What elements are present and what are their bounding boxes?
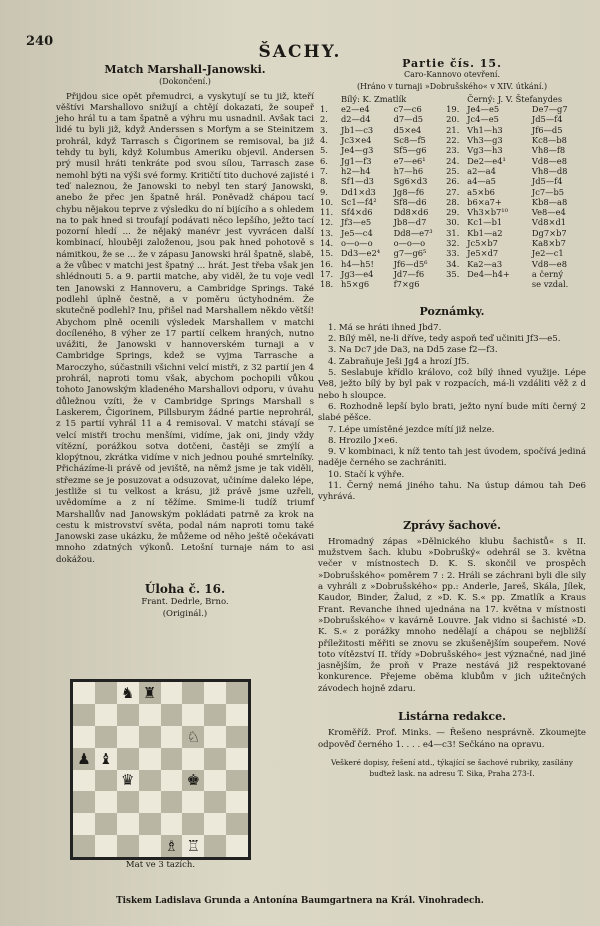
board-square	[226, 791, 248, 813]
board-square	[139, 770, 161, 792]
move-cell: Sg6×d3	[393, 176, 428, 187]
move-cell: h7—h6	[393, 165, 424, 176]
move-cell: Vh1—h3	[467, 124, 503, 135]
board-square	[95, 726, 117, 748]
page-number: 240	[26, 34, 54, 49]
printer-footer: Tiskem Ladislava Grunda a Antonína Baumgartnera na Král. Vinohradech.	[116, 896, 484, 906]
move-cell: Dd8×d6	[393, 207, 429, 218]
right-column	[318, 56, 586, 780]
board-square	[139, 726, 161, 748]
board-square	[73, 835, 95, 857]
board-square: ♖	[182, 835, 204, 857]
move-cell: Jb8—d7	[393, 217, 427, 228]
problem-title: Úloha č. 16.	[144, 582, 226, 597]
move-cell: Ve8—e4	[531, 207, 566, 218]
move-cell: Sf8—d6	[393, 196, 427, 207]
board-square: ♜	[139, 682, 161, 704]
note-item: 2. Bílý měl, ne-li dříve, tedy aspoň teď učiniti Jf3—e5.	[328, 334, 561, 345]
move-row	[318, 145, 586, 155]
move-row	[318, 135, 586, 145]
note-item: 5. Seslabuje křídlo královo, což bílý ihned využije. Lépe Ve8, ježto bílý by byl pak v rozpacích, má-li vzdáliti věž z d nebo h sloupce.	[318, 368, 586, 401]
board-square	[226, 748, 248, 770]
move-cell: a černý	[531, 268, 564, 279]
board-square	[204, 704, 226, 726]
move-cell: De4—h4+	[467, 268, 510, 279]
move-cell: d2—d4	[341, 114, 371, 125]
move-cell: Dе7—g7	[531, 104, 568, 115]
move-row	[318, 248, 586, 258]
game-title: Partie čís. 15.	[402, 57, 502, 70]
move-cell: e7—e6¹	[393, 155, 426, 166]
move-row	[318, 279, 586, 289]
board-square	[117, 835, 139, 857]
board-square	[161, 704, 183, 726]
note-item: 1. Má se hráti ihned Jbd7.	[328, 322, 442, 333]
move-cell: 33.	[446, 248, 460, 259]
move-cell: 17.	[320, 268, 334, 279]
board-square	[161, 682, 183, 704]
move-cell: o—o—o	[393, 238, 426, 249]
move-cell: e2—e4	[341, 104, 370, 115]
move-cell: 18.	[320, 279, 334, 290]
news-title: Zprávy šachové.	[403, 518, 501, 532]
black-player: Černý: J. V. Štefanydes	[467, 93, 563, 104]
move-cell: Kb8—a8	[531, 196, 568, 207]
note-item: 11. Černý nemá jiného tahu. Na ústup dámou tah De6 vyhrává.	[318, 480, 586, 503]
move-cell: Jc7—b5	[531, 186, 565, 197]
move-cell: 14.	[320, 238, 334, 249]
board-square	[161, 770, 183, 792]
move-cell: 9.	[320, 186, 328, 197]
note-item: 3. Na Dc7 jde Da3, na Dd5 zase f2—f3.	[328, 345, 498, 356]
move-row	[318, 114, 586, 124]
move-cell: Sc1—f4²	[341, 196, 377, 207]
move-cell: Kc8—b8	[531, 135, 567, 146]
board-square	[95, 682, 117, 704]
board-square	[226, 682, 248, 704]
move-row	[318, 217, 586, 227]
game-opening: Caro-Kannovo otevření.	[403, 70, 501, 80]
move-cell: 1.	[320, 104, 328, 115]
move-cell	[465, 279, 530, 289]
board-square	[182, 704, 204, 726]
move-cell: 10.	[320, 196, 334, 207]
move-cell: Vd8—e8	[531, 155, 567, 166]
note-item: 10. Stačí k výhře.	[328, 469, 405, 480]
move-cell: Dd1×d3	[341, 186, 376, 197]
move-cell: Jc3×e4	[341, 135, 372, 146]
move-cell: Vh3—g3	[467, 135, 503, 146]
board-square	[161, 726, 183, 748]
board-square	[73, 704, 95, 726]
note-item: 7. Lépe umístěné jezdce mítí již nelze.	[328, 424, 495, 435]
move-cell: Dg7×b7	[531, 227, 567, 238]
move-cell: Jd5—f4	[531, 114, 563, 125]
move-cell: Vh8—f8	[531, 145, 566, 156]
board-square	[117, 813, 139, 835]
move-cell: h2—h4	[341, 165, 371, 176]
move-cell: se vzdal.	[531, 279, 569, 290]
board-square	[204, 748, 226, 770]
board-square	[73, 726, 95, 748]
running-head: ŠACHY.	[258, 42, 342, 62]
move-row	[318, 269, 586, 279]
move-cell: Kb1—a2	[467, 227, 503, 238]
move-cell: 12.	[320, 217, 334, 228]
problem-caption: Mat ve 3 tazích.	[125, 860, 196, 870]
move-cell: a2—a4	[467, 165, 496, 176]
move-cell: Je5—c4	[341, 227, 373, 238]
move-cell: a4—a5	[467, 176, 496, 187]
editor-title: Listárna redakce.	[398, 710, 506, 724]
board-square	[204, 791, 226, 813]
move-cell: 8.	[320, 176, 328, 187]
move-row	[318, 238, 586, 248]
board-square	[161, 791, 183, 813]
move-cell: Sf1—d3	[341, 176, 374, 187]
board-square	[182, 791, 204, 813]
move-cell: Je5×d7	[467, 248, 499, 259]
move-cell: Jg8—f6	[393, 186, 425, 197]
move-cell: Je4—g3	[341, 145, 374, 156]
board-square	[182, 813, 204, 835]
move-cell: 2.	[320, 114, 328, 125]
board-square	[204, 682, 226, 704]
move-cell: 3.	[320, 124, 328, 135]
move-row	[318, 156, 586, 166]
move-cell: Jf3—e5	[341, 217, 372, 228]
move-cell: Jd5—f4	[531, 176, 563, 187]
move-row	[318, 166, 586, 176]
move-cell: 35.	[446, 268, 460, 279]
move-cell: Jf6—d5⁶	[393, 258, 428, 269]
board-square	[95, 704, 117, 726]
move-cell: 4.	[320, 135, 328, 146]
board-square	[139, 835, 161, 857]
board-square	[117, 791, 139, 813]
board-square	[139, 791, 161, 813]
move-cell: Jb1—c3	[341, 124, 374, 135]
move-cell: Jc5×b7	[467, 238, 498, 249]
article-subtitle: (Dokončení.)	[159, 77, 211, 87]
move-cell: o—o—o	[341, 238, 373, 249]
move-cell: d5×e4	[393, 124, 422, 135]
move-row	[318, 197, 586, 207]
move-cell: 21.	[446, 124, 460, 135]
move-cell: Sf5—g6	[393, 145, 427, 156]
board-square: ♞	[117, 682, 139, 704]
board-square	[95, 770, 117, 792]
editor-text: Kroměříž. Prof. Minks. — Řešeno nesprávně. Zkoumejte odpověď černého 1. . . . e4—c3! Sečkáno na opravu.	[318, 728, 586, 750]
board-square	[95, 813, 117, 835]
move-cell: Je2—c1	[531, 248, 564, 259]
move-row	[318, 176, 586, 186]
move-cell: Jd7—f6	[393, 268, 425, 279]
board-square	[161, 748, 183, 770]
move-cell: Jc4—e5	[467, 114, 499, 125]
board-square	[73, 682, 95, 704]
move-cell: 16.	[320, 258, 334, 269]
white-player: Bílý: K. Zmatlík	[341, 93, 407, 104]
board-square	[226, 813, 248, 835]
move-cell: f7×g6	[393, 279, 420, 290]
move-cell: Jg3—e4	[341, 268, 374, 279]
article-title: Match Marshall-Janowski.	[104, 63, 266, 76]
move-cell: 24.	[446, 155, 460, 166]
board-square	[182, 748, 204, 770]
board-square	[139, 704, 161, 726]
move-cell: De2—e4¹	[467, 155, 506, 166]
board-square	[161, 813, 183, 835]
move-cell: 27.	[446, 186, 460, 197]
move-row	[318, 125, 586, 135]
moves-table	[318, 94, 586, 290]
move-cell: a5×b6	[467, 186, 495, 197]
move-cell: h4—h5!	[341, 258, 374, 269]
board-square	[226, 835, 248, 857]
move-cell: Dd3—e2⁴	[341, 248, 381, 259]
move-cell: Kc1—b1	[467, 217, 503, 228]
board-square	[139, 748, 161, 770]
move-cell: 5.	[320, 145, 328, 156]
board-square	[226, 726, 248, 748]
move-cell: Vg3—h3	[467, 145, 503, 156]
move-row	[318, 207, 586, 217]
board-square	[204, 835, 226, 857]
move-cell: 26.	[446, 176, 460, 187]
board-square	[182, 682, 204, 704]
problem-author: Frant. Dedrle, Brno.	[141, 597, 229, 608]
chess-diagram	[70, 679, 251, 860]
board-square: ♗	[161, 835, 183, 857]
board-square	[204, 726, 226, 748]
move-cell: 19.	[446, 104, 460, 115]
board-square	[139, 813, 161, 835]
move-cell: 6.	[320, 155, 328, 166]
move-cell: Vd8—e8	[531, 258, 567, 269]
board-square: ♛	[117, 770, 139, 792]
move-row	[318, 187, 586, 197]
move-row	[318, 259, 586, 269]
board-square: ♟	[73, 748, 95, 770]
move-cell: Je4—e5	[467, 104, 500, 115]
move-cell: 25.	[446, 165, 460, 176]
left-column	[56, 62, 314, 620]
game-event: (Hráno v turnaji »Dobrušského« v XIV. útkání.)	[356, 81, 548, 91]
move-cell: Ka2—a3	[467, 258, 503, 269]
news-text: Hromadný zápas »Dělnického klubu šachistů« s II. mužstvem šach. klubu »Dobrušký« odehrál se 3. května večer v místnostech D. K. S. skončil ve prospěch »Dobrušského« poměrem 7 : 2. Hráli se záchrani byli dle sily a vyhráli z »Dobrušského« pp.: Anderle, Jareš, Skála, Jílek, Kaudor, Binder, Žalud, z »D. K. S.« pp. Zmatlík a Kraus Frant. Revanche ihned ujednána na 17. května v místnosti »Dobrušského« v kavárně Louvre. Jak vidno si šachisté »D. K. S.« z porážky mnoho nedělají a chápou se nejbližší příležitosti měřiti se znovu se zkušenějším soupeřem. Nové toto vítězství II. třídy »Dobrušského« jest význačné, nad jiné jasnějším, že proň v Praze nestává již respektované konkurence. Přejeme oběma klubům v jich užitečných závodech hojně zdaru.	[318, 536, 586, 694]
board-square: ♚	[182, 770, 204, 792]
move-cell: 13.	[320, 227, 334, 238]
move-cell: Sf4×d6	[341, 207, 373, 218]
board-square	[73, 770, 95, 792]
problem-note: (Originál.)	[162, 608, 208, 619]
board-square	[117, 726, 139, 748]
move-cell: Jf6—d5	[531, 124, 563, 135]
move-cell: b6×a7+	[467, 196, 502, 207]
board-square: ♘	[182, 726, 204, 748]
note-item: 4. Zabraňuje Ješi Jg4 a hrozí Jf5.	[328, 356, 470, 367]
move-cell: 34.	[446, 258, 460, 269]
board-square	[226, 770, 248, 792]
note-item: 8. Hrozilo J×e6.	[328, 435, 398, 446]
move-cell: 7.	[320, 165, 328, 176]
board-square	[226, 704, 248, 726]
move-cell: h5×g6	[341, 279, 370, 290]
move-cell: 20.	[446, 114, 460, 125]
move-cell: c7—c6	[393, 104, 422, 115]
move-cell: Sc8—f5	[393, 135, 426, 146]
board-square	[95, 791, 117, 813]
move-cell: g7—g6⁵	[393, 248, 427, 259]
move-cell: 30.	[446, 217, 460, 228]
move-cell: d7—d5	[393, 114, 424, 125]
board-square	[204, 813, 226, 835]
move-row	[318, 228, 586, 238]
move-cell: 22.	[446, 135, 460, 146]
move-cell: Vh3×b7¹⁰	[467, 207, 508, 218]
move-cell: 28.	[446, 196, 460, 207]
move-cell: 31.	[446, 227, 460, 238]
note-item: 6. Rozhodně lepší bylo brati, ježto nyní bude míti černý 2 slabé pěšce.	[318, 401, 586, 424]
move-cell: Vd8×d1	[531, 217, 567, 228]
move-cell: 23.	[446, 145, 460, 156]
board-square	[95, 835, 117, 857]
move-cell: 29.	[446, 207, 460, 218]
board-square	[73, 813, 95, 835]
move-cell	[444, 279, 465, 289]
article-body: Přijdou sice opět přemudrci, a vyskytují se tu již, kteří věštívi Marshallovo snižují a chtějí dokazati, že soupeř jeho hrál tu a tam špatně a výhru mu usnadnil. Avšak taci lidé tu byli již, když Anderssen s Morfym a se Steinitzem prohrál, když Tarrasch s Čigorinem se remisoval, ba již tehdy tu byli, když Kolumbus Ameriku objevil. Andersen prý musil hráti tenkráte pod svou sílou, Tarrasch zase nemohl býti na výši své formy. Kritičtí tito duchové zajisté i teď naleznou, že Janowski to nebyl ten starý Janowski, anebo že přec jen špatně hrál. Poněvadž chápou tací chybu nějakou teprve z výsledku do ní bijícího a s ohledem na to pak hned si troufají podávati něco lepšího, ježto tací pozorní hledí ... že nějaký manévr jest vyvrácen další kombinací, hlouběji založenou, jsou pak hned pohotově s námitkou, že se ... že v zápasu Janowski hrál špatně, slabě, a že vůbec v matchi jest špatný ... hrát. Jest třeba však jen shlédnouti 5. a 9. partii matche, aby viděl, že tu voje vedl ten Janowski z Hannoveru, a Cambridge Springs. Také podlehl úplně čestně, a v poměru úctyhodném. Že skutečně podlehl? Inu, přišel nad Marshallem někdo větší! Abychom plně ocenili výsledek Marshallem v matchi docíleného, 8 výher ze 17 partií celkem hraných, nutno uvážiti, že Janowski v hannoverském turnaji a v Cambridge Springs, kdež se vyjma Tarrasche a Maroczyho, súčastnili všichni velcí mistři, z 32 partií jen 4 prohrál, naproti tomu však, abychom pochopili vůkou tohoto Janowským kladeného Marshallovi odporu, v úvahu důležnou vzíti, že v Cambridge Springs Marshall s Laskerem, Čigorinem, Pillsburym žádné partie neprohrál, z 15 partií vyhrál 11 a 4 remisoval. V matchi stávají se velcí mistři trochu menšími, vidíme, jak oni, jindy vždy vítězní, porážkou sotva dotčeni, častěji se zmýlí a klopýtnou, zkrátka vidíme v nich jednou pouhé smrtelníky. Přicházíme-li právě od jeviště, na němž jsme je tak viděli, střezme se je posuzovat a odsuzovat, učiníme daleko lépe, jestliže si tu velkost a krásu, již právě jsme uzřeli, uvědomíme a z ní těžíme. Smime-li tudíž triumf Marshallův nad Janowským pokládati patrně za krok na cestu k mistrovství světa, podal nám naproti tomu také Janowski zase ukázku, že můžeme od něho ještě očekávati mnoho zdatných výkonů. Letošní turnaje nám to asi dokážou.	[56, 91, 314, 565]
board-square	[204, 770, 226, 792]
move-row	[318, 104, 586, 114]
notes-list	[318, 323, 586, 504]
board-square: ♝	[95, 748, 117, 770]
board-square	[117, 704, 139, 726]
board-square	[73, 791, 95, 813]
move-cell: Jg1—f3	[341, 155, 372, 166]
notes-title: Poznámky.	[419, 304, 485, 318]
move-cell: Ka8×b7	[531, 238, 566, 249]
move-cell: 11.	[320, 207, 334, 218]
small-note: Veškeré dopisy, řešení atd., týkající se šachové rubriky, zasílány buďtež lask. na adresu T. Sika, Praha 273-I.	[330, 757, 574, 779]
move-cell: 15.	[320, 248, 334, 259]
note-item: 9. V kombinaci, k níž tento tah jest úvodem, spočívá jediná naděje černého se zachrániti.	[318, 447, 586, 469]
move-cell: Dd8—e7³	[393, 227, 433, 238]
move-cell: 32.	[446, 238, 460, 249]
move-cell: Vh8—d8	[531, 165, 568, 176]
board-square	[117, 748, 139, 770]
